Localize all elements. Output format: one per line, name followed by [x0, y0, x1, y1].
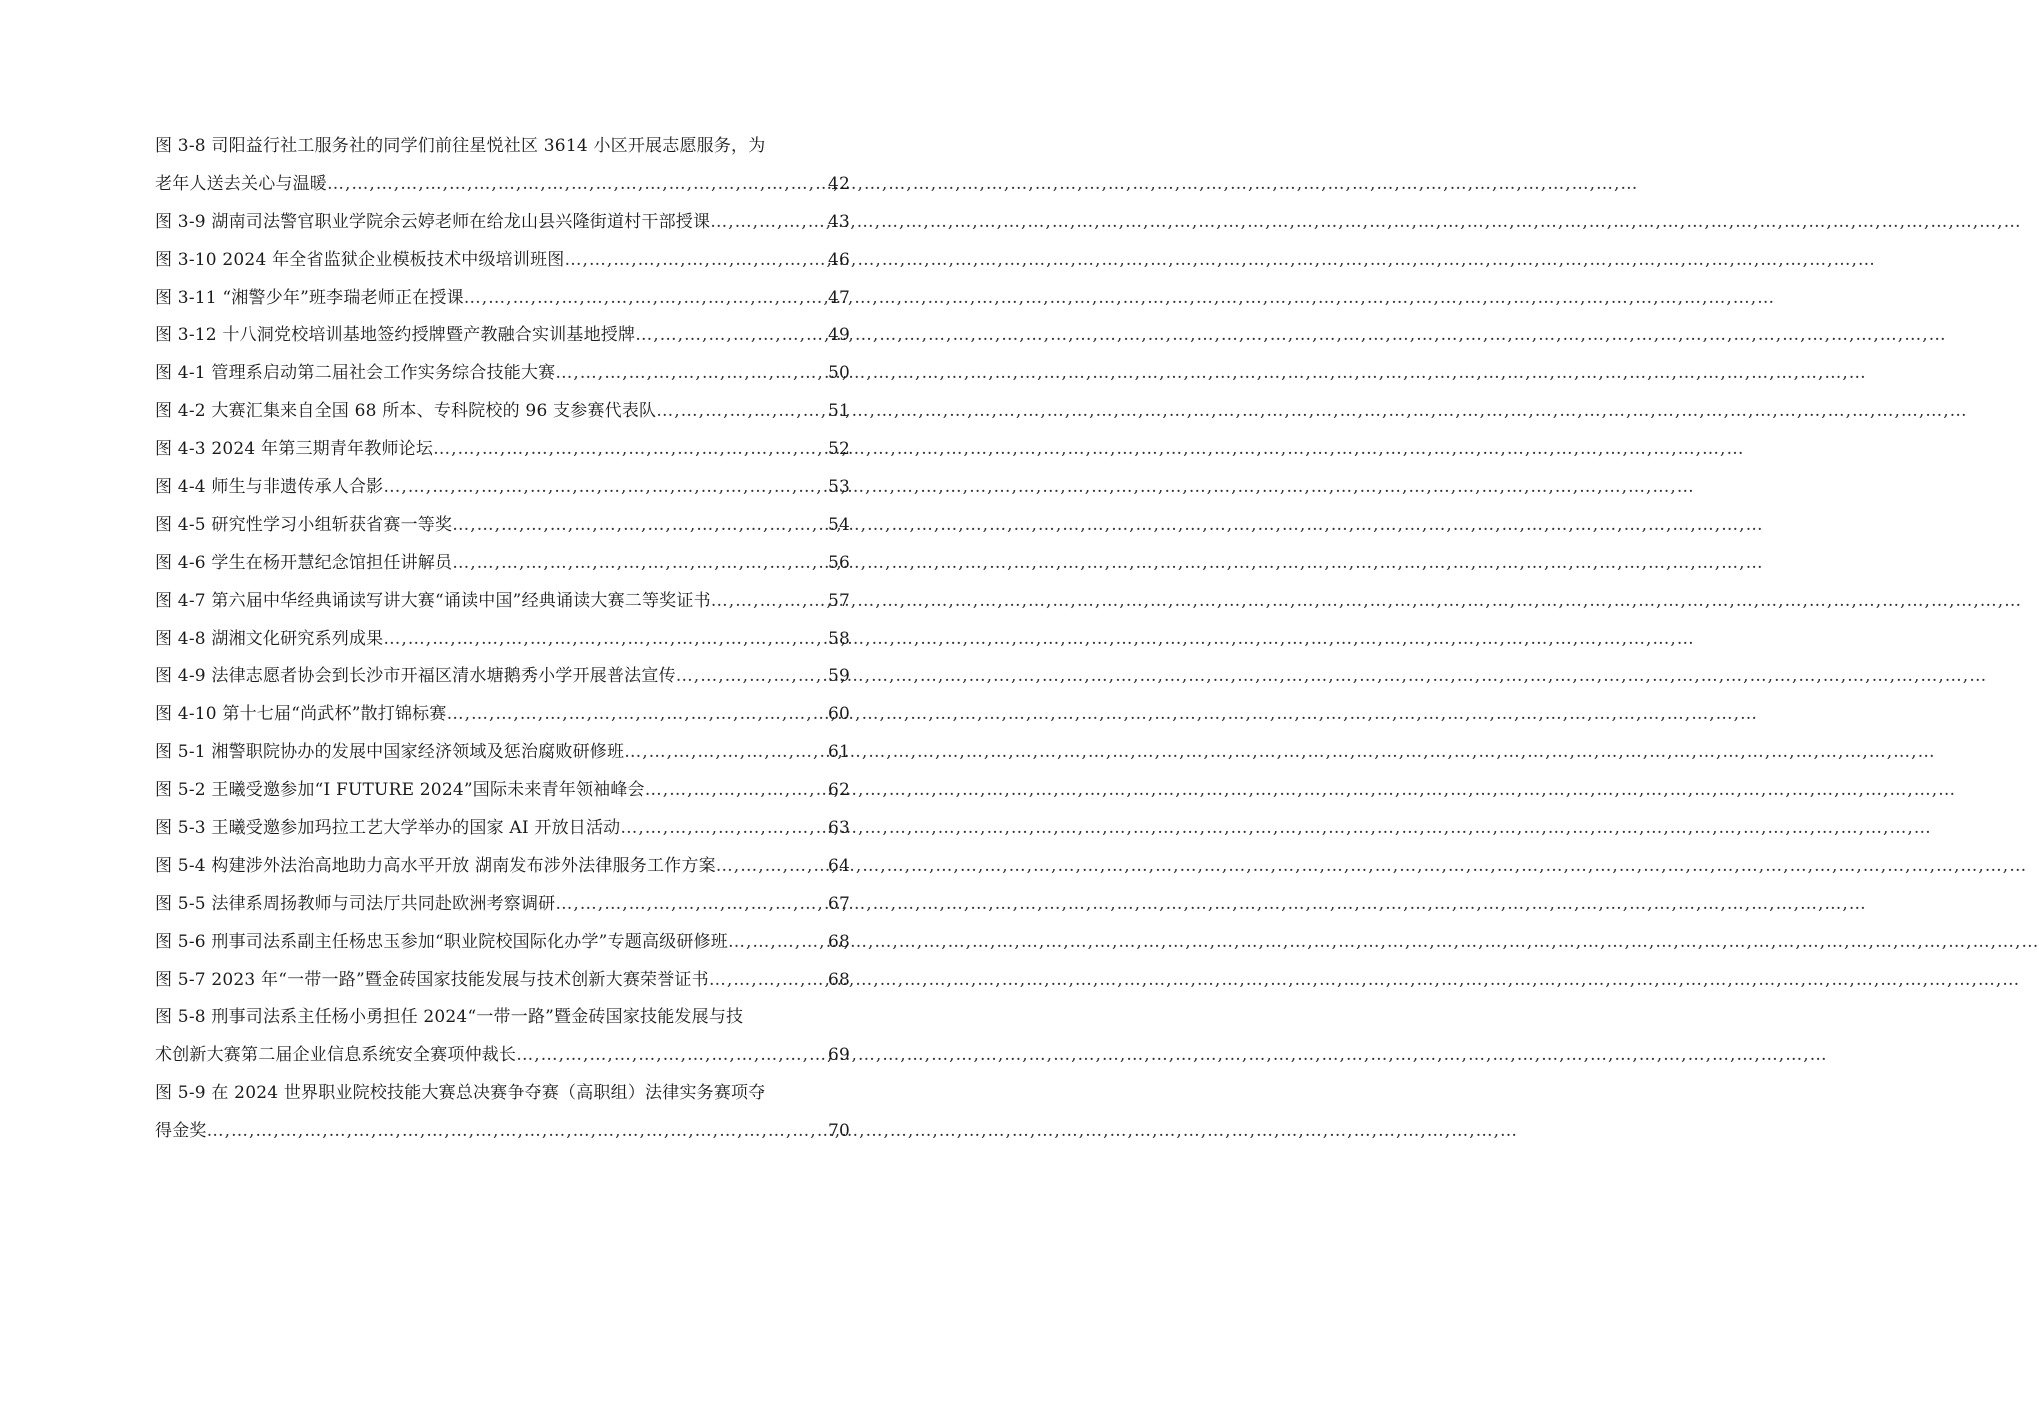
page-number: 69: [827, 1045, 850, 1066]
page-number: 49: [827, 325, 850, 346]
page-number: 47: [827, 287, 850, 308]
figure-entry[interactable]: [155, 810, 850, 848]
figure-entry-line[interactable]: [155, 128, 850, 166]
dot-leader: [207, 1113, 828, 1151]
figure-entry-line[interactable]: [155, 166, 850, 204]
dot-leader: [635, 317, 828, 355]
figure-entry-title: 图 3-12 十八洞党校培训基地签约授牌暨产教融合实训基地授牌: [155, 325, 636, 346]
dot-leader: [464, 280, 828, 318]
dot-leader: [564, 242, 827, 280]
figure-entry-title: 图 4-6 学生在杨开慧纪念馆担任讲解员: [155, 552, 453, 573]
figure-entry[interactable]: [155, 280, 850, 318]
dot-leader: [383, 621, 828, 659]
page-number: 57: [827, 590, 850, 611]
figure-entry-title-continued: 得金奖: [155, 1121, 207, 1142]
dot-leader: [327, 166, 828, 204]
dot-leader: [716, 848, 828, 886]
figure-entry-title: 图 4-5 研究性学习小组斩获省赛一等奖: [155, 514, 453, 535]
figure-entry[interactable]: [155, 469, 850, 507]
dot-leader: [433, 431, 828, 469]
figure-entry-title: 图 4-3 2024 年第三期青年教师论坛: [155, 439, 434, 460]
figure-entry-line[interactable]: [155, 1037, 850, 1075]
figure-entry-title: 图 5-1 湘警职院协办的发展中国家经济领域及惩治腐败研修班: [155, 742, 625, 763]
figure-entry-line[interactable]: [155, 1113, 850, 1151]
figure-entry[interactable]: [155, 242, 850, 280]
figure-entry-line[interactable]: [155, 1075, 850, 1113]
figure-entry-line[interactable]: [155, 999, 850, 1037]
page-number: 68: [827, 931, 850, 952]
figure-entry-title: 图 3-8 司阳益行社工服务社的同学们前往星悦社区 3614 小区开展志愿服务，为: [155, 136, 766, 156]
figure-entry[interactable]: [155, 583, 850, 621]
dot-leader: [656, 393, 828, 431]
page-number: 62: [827, 780, 850, 801]
page-number: 60: [827, 704, 850, 725]
figure-entry[interactable]: [155, 204, 850, 242]
figure-entry[interactable]: [155, 431, 850, 469]
figure-entry[interactable]: [155, 962, 850, 1000]
page-number: 58: [827, 628, 850, 649]
figure-entry[interactable]: [155, 924, 850, 962]
page-number: 52: [827, 439, 850, 460]
page-number: 51: [827, 401, 850, 422]
dot-leader: [516, 1037, 828, 1075]
figure-entry[interactable]: [155, 621, 850, 659]
figure-entry-title: 图 5-5 法律系周扬教师与司法厅共同赴欧洲考察调研: [155, 893, 556, 914]
dot-leader: [447, 696, 828, 734]
dot-leader: [709, 962, 828, 1000]
document-page: [0, 0, 1000, 1414]
figure-entry[interactable]: [155, 317, 850, 355]
page-number: 56: [827, 552, 850, 573]
figure-entry[interactable]: [155, 696, 850, 734]
page-number: 68: [827, 969, 850, 990]
figure-entry[interactable]: [155, 886, 850, 924]
figure-entry[interactable]: [155, 545, 850, 583]
figure-entry[interactable]: [155, 393, 850, 431]
figure-entry-title: 图 4-1 管理系启动第二届社会工作实务综合技能大赛: [155, 363, 556, 384]
dot-leader: [452, 507, 828, 545]
page-number: 67: [827, 893, 850, 914]
dot-leader: [555, 886, 828, 924]
figure-entry-title-continued: 老年人送去关心与温暖: [155, 173, 327, 194]
figure-entry-title: 图 3-11 “湘警少年”班李瑞老师正在授课: [155, 287, 464, 308]
figure-entry-title: 图 5-6 刑事司法系副主任杨忠玉参加“职业院校国际化办学”专题高级研修班: [155, 931, 728, 952]
dot-leader: [676, 658, 828, 696]
figure-entry-title: 图 4-9 法律志愿者协会到长沙市开福区清水塘鹅秀小学开展普法宣传: [155, 666, 676, 687]
figure-entry-title: 图 5-7 2023 年“一带一路”暨金砖国家技能发展与技术创新大赛荣誉证书: [155, 969, 709, 990]
page-number: 46: [827, 249, 850, 270]
page-number: 42: [827, 173, 850, 194]
page-number: 43: [827, 211, 850, 232]
page-number: 70: [827, 1121, 850, 1142]
figure-entry-title: 图 3-9 湖南司法警官职业学院余云婷老师在给龙山县兴隆街道村干部授课: [155, 211, 711, 232]
dot-leader: [645, 772, 828, 810]
figure-entry-title: 图 5-3 王曦受邀参加玛拉工艺大学举办的国家 AI 开放日活动: [155, 818, 621, 839]
dot-leader: [383, 469, 828, 507]
dot-leader: [555, 355, 828, 393]
figure-entry[interactable]: [155, 848, 850, 886]
figure-entry-title: 图 5-4 构建涉外法治高地助力高水平开放 湖南发布涉外法律服务工作方案: [155, 855, 716, 876]
figure-entry[interactable]: [155, 734, 850, 772]
figure-entry-title: 图 4-2 大赛汇集来自全国 68 所本、专科院校的 96 支参赛代表队: [155, 401, 657, 422]
figure-entry-title: 图 5-2 王曦受邀参加“I FUTURE 2024”国际未来青年领袖峰会: [155, 780, 645, 801]
page-number: 64: [827, 855, 850, 876]
page-number: 61: [827, 742, 850, 763]
dot-leader: [710, 204, 828, 242]
figure-list: [155, 128, 850, 1151]
figure-entry-title: 图 3-10 2024 年全省监狱企业模板技术中级培训班图: [155, 249, 565, 270]
figure-entry[interactable]: [155, 507, 850, 545]
dot-leader: [711, 583, 828, 621]
page-number: 50: [827, 363, 850, 384]
dot-leader: [452, 545, 828, 583]
page-number: 59: [827, 666, 850, 687]
figure-entry[interactable]: [155, 772, 850, 810]
figure-entry[interactable]: [155, 658, 850, 696]
figure-entry-title: 图 4-7 第六届中华经典诵读写讲大赛“诵读中国”经典诵读大赛二等奖证书: [155, 590, 711, 611]
figure-entry-title-continued: 术创新大赛第二届企业信息系统安全赛项仲裁长: [155, 1045, 517, 1066]
figure-entry-title: 图 5-8 刑事司法系主任杨小勇担任 2024“一带一路”暨金砖国家技能发展与技: [155, 1007, 744, 1028]
page-number: 63: [827, 818, 850, 839]
page-number: 53: [827, 477, 850, 498]
figure-entry-title: 图 5-9 在 2024 世界职业院校技能大赛总决赛争夺赛（高职组）法律实务赛项夺: [155, 1083, 766, 1104]
dot-leader: [728, 924, 828, 962]
figure-entry-title: 图 4-10 第十七届“尚武杯”散打锦标赛: [155, 704, 447, 725]
dot-leader: [624, 734, 828, 772]
figure-entry-title: 图 4-4 师生与非遗传承人合影: [155, 477, 384, 498]
figure-entry[interactable]: [155, 355, 850, 393]
page-number: 54: [827, 514, 850, 535]
dot-leader: [620, 810, 828, 848]
figure-entry-title: 图 4-8 湖湘文化研究系列成果: [155, 628, 384, 649]
